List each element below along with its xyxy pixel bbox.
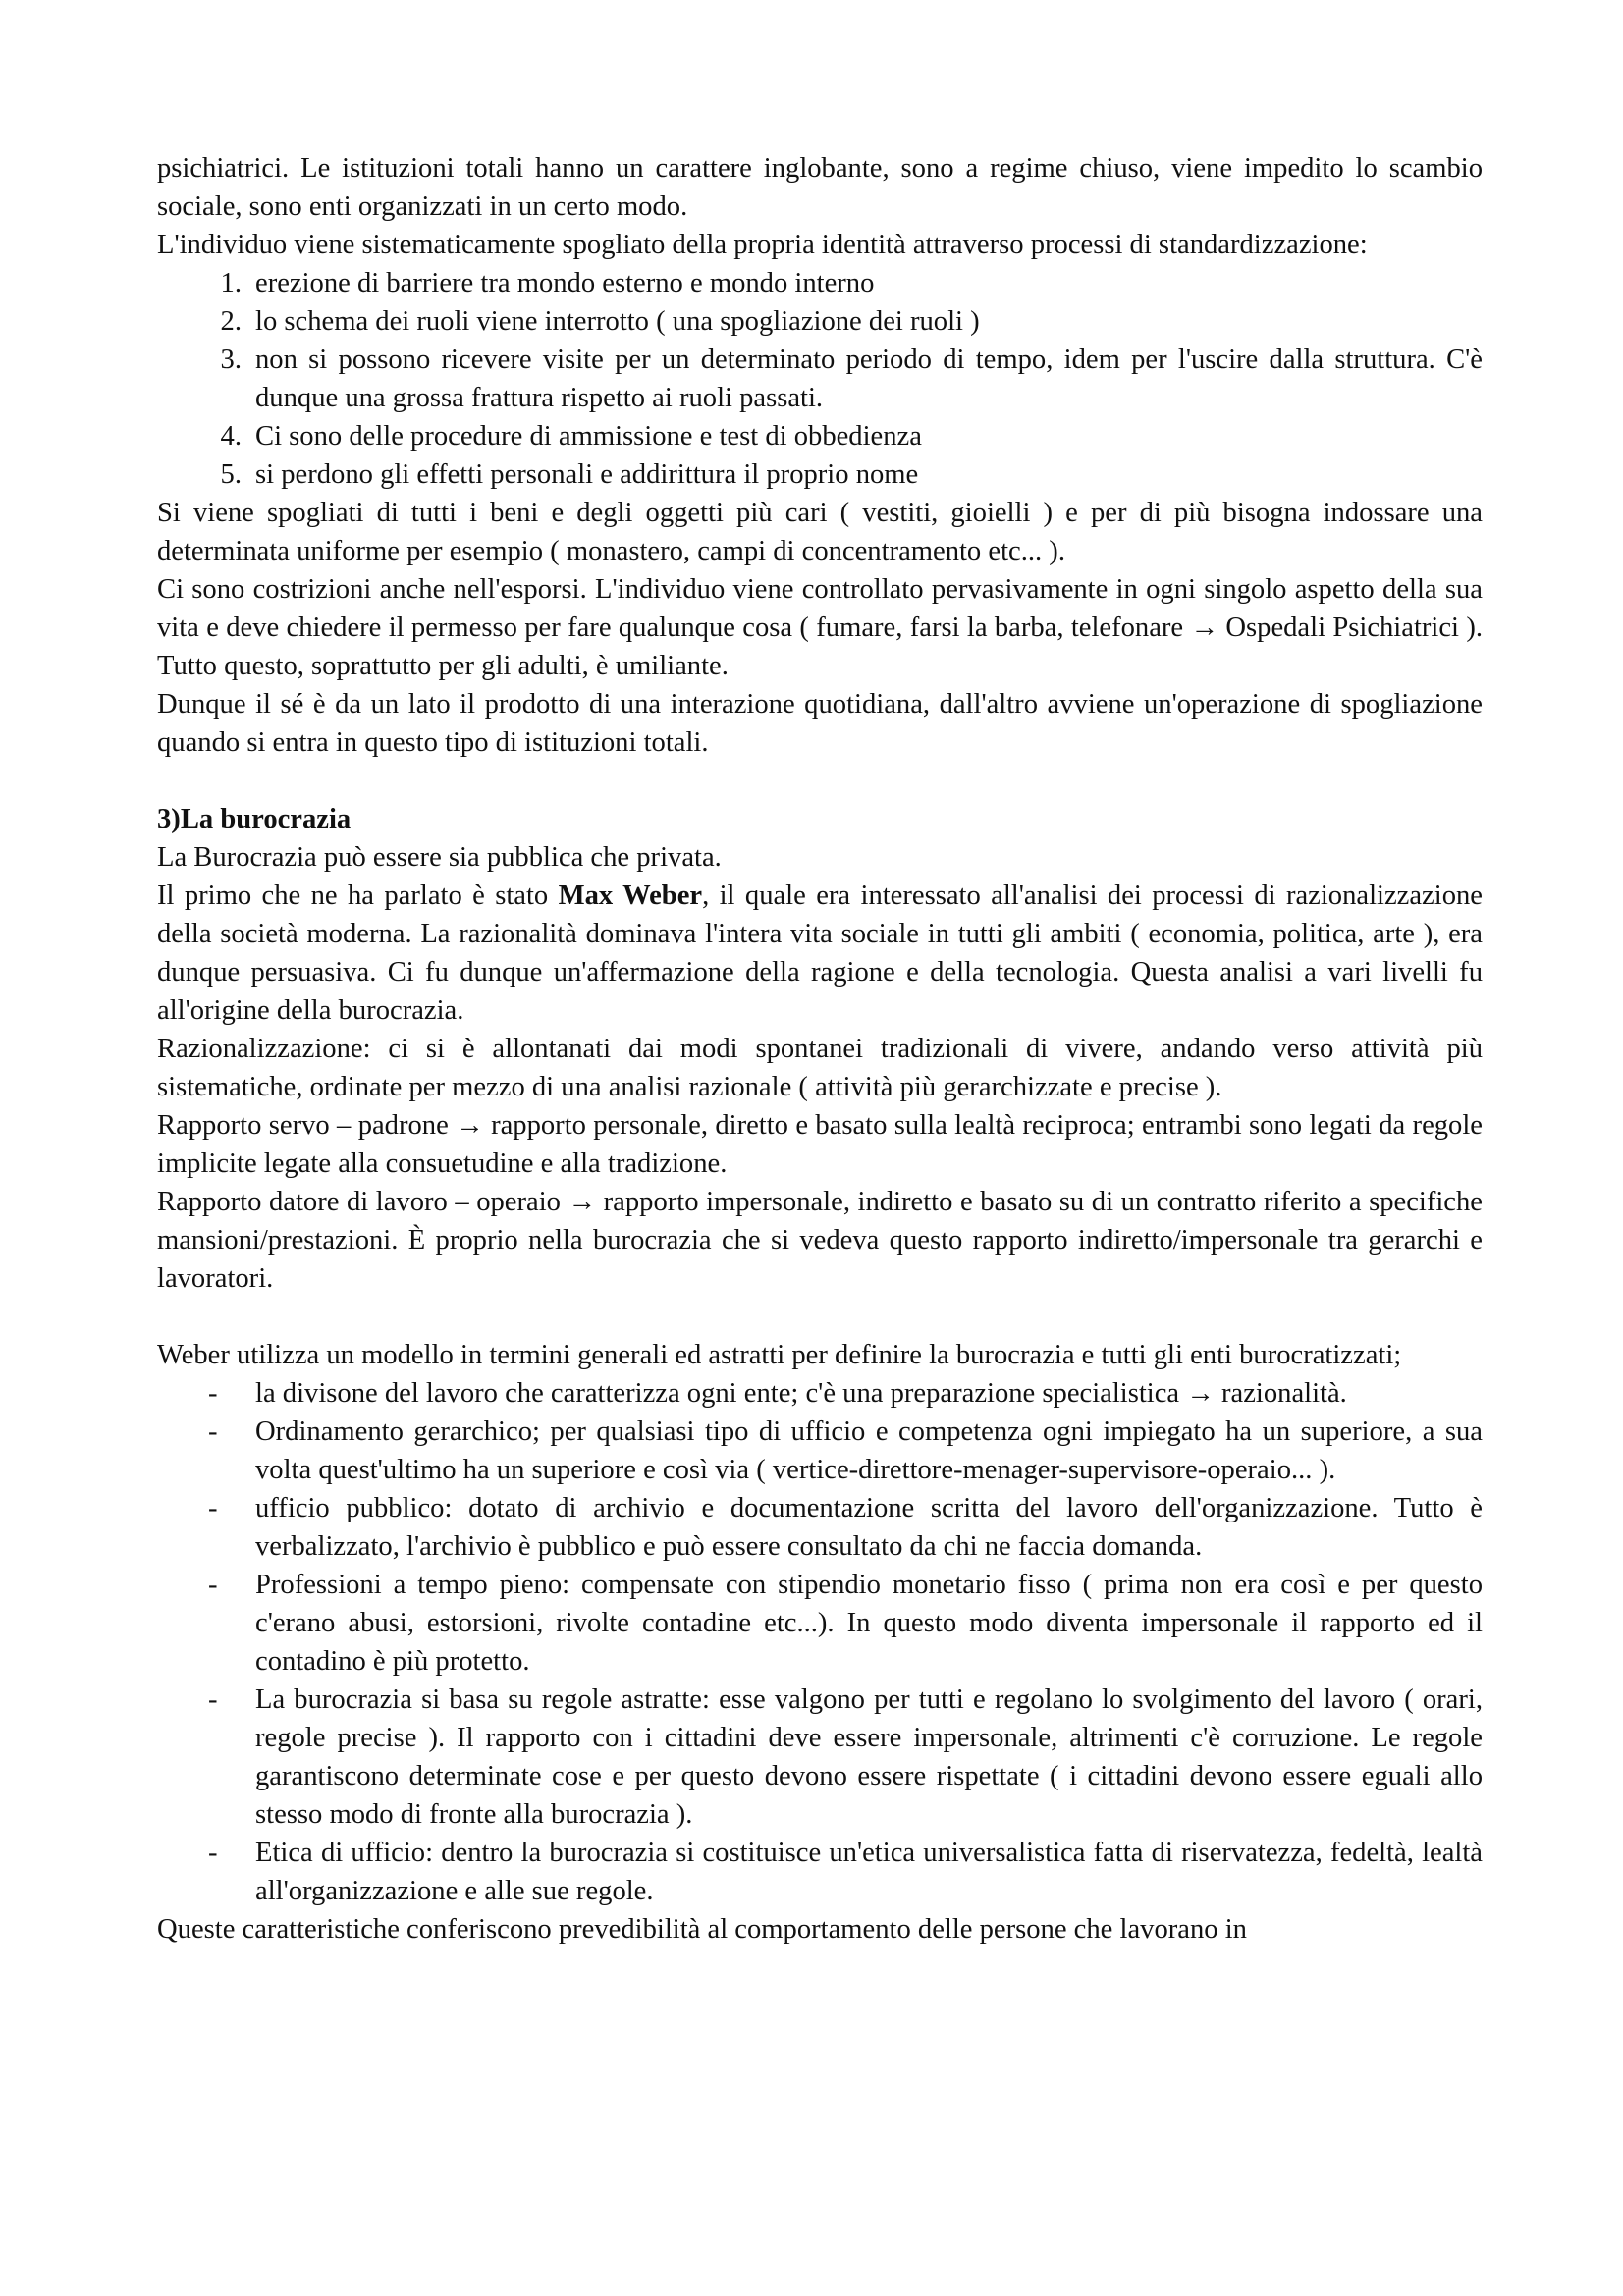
list-item-text: la divisone del lavoro che caratterizza ogni ente; c'è una preparazione specialistica → razionalità. xyxy=(255,1378,1347,1409)
list-item xyxy=(157,455,1483,494)
list-item xyxy=(157,1566,1483,1681)
list-item xyxy=(157,1834,1483,1910)
paragraph: Rapporto datore di lavoro – operaio → rapporto impersonale, indiretto e basato su di un contratto riferito a specifiche mansioni/prestazioni. È proprio nella burocrazia che si vedeva questo rapporto indiretto/impersonale tra gerarchi e lavoratori. xyxy=(157,1187,1483,1294)
paragraph: Weber utilizza un modello in termini generali ed astratti per definire la burocrazia e tutti gli enti burocratizzati; xyxy=(157,1340,1402,1370)
list-number: 1. xyxy=(220,268,242,298)
text-run: , il quale era interessato all'analisi dei processi di razionalizzazione della società moderna. La razionalità dominava l'intera vita sociale in tutti gli ambiti ( economia, politica, arte ), era dunque persuasiva. Ci fu dunque un'affermazione della ragione e della tecnologia. Questa analisi a vari livelli fu all'origine della burocrazia. xyxy=(157,881,1483,1026)
list-item xyxy=(157,1413,1483,1489)
list-item-text: erezione di barriere tra mondo esterno e mondo interno xyxy=(255,268,875,298)
list-item-text: Ci sono delle procedure di ammissione e test di obbedienza xyxy=(255,421,922,452)
paragraph: L'individuo viene sistematicamente spogliato della propria identità attraverso processi di standardizzazione: xyxy=(157,230,1368,260)
list-item-text: lo schema dei ruoli viene interrotto ( una spogliazione dei ruoli ) xyxy=(255,306,980,337)
list-dash: - xyxy=(208,1378,218,1409)
section-heading: 3)La burocrazia xyxy=(157,804,352,834)
list-item-text: Professioni a tempo pieno: compensate con stipendio monetario fisso ( prima non era così e per questo c'erano abusi, estorsioni, rivolte contadine etc...). In questo modo diventa impersonale il rapporto ed il contadino è più protetto. xyxy=(255,1570,1483,1677)
list-number: 3. xyxy=(220,345,242,375)
list-dash: - xyxy=(208,1684,218,1715)
paragraph: psichiatrici. Le istituzioni totali hanno un carattere inglobante, sono a regime chiuso, viene impedito lo scambio sociale, sono enti organizzati in un certo modo. xyxy=(157,153,1483,222)
blank-line xyxy=(157,762,1483,800)
list-number: 5. xyxy=(220,459,242,490)
list-number: 2. xyxy=(220,306,242,337)
paragraph: Razionalizzazione: ci si è allontanati dai modi spontanei tradizionali di vivere, andando verso attività più sistematiche, ordinate per mezzo di una analisi razionale ( attività più gerarchizzate e precise ). xyxy=(157,1034,1483,1102)
list-item xyxy=(157,1489,1483,1566)
list-item xyxy=(157,1374,1483,1413)
list-item-text: si perdono gli effetti personali e addirittura il proprio nome xyxy=(255,459,919,490)
paragraph: La Burocrazia può essere sia pubblica che privata. xyxy=(157,842,722,873)
list-item xyxy=(157,1681,1483,1834)
paragraph: Ci sono costrizioni anche nell'esporsi. L'individuo viene controllato pervasivamente in ogni singolo aspetto della sua vita e deve chiedere il permesso per fare qualunque cosa ( fumare, farsi la barba, telefonare → Ospedali Psichiatrici ). Tutto questo, soprattutto per gli adulti, è umiliante. xyxy=(157,574,1483,681)
document-body xyxy=(157,149,1483,1949)
weber-paragraph xyxy=(157,877,1483,1030)
list-dash: - xyxy=(208,1493,218,1523)
list-number: 4. xyxy=(220,421,242,452)
bold-name: Max Weber xyxy=(558,881,703,911)
dashed-list xyxy=(157,1374,1483,1910)
list-item-text: non si possono ricevere visite per un determinato periodo di tempo, idem per l'uscire dalla struttura. C'è dunque una grossa frattura rispetto ai ruoli passati. xyxy=(255,345,1483,413)
paragraph: Dunque il sé è da un lato il prodotto di una interazione quotidiana, dall'altro avviene un'operazione di spogliazione quando si entra in questo tipo di istituzioni totali. xyxy=(157,689,1483,758)
list-dash: - xyxy=(208,1838,218,1868)
text-run: Il primo che ne ha parlato è stato xyxy=(157,881,559,911)
list-item xyxy=(157,417,1483,455)
list-dash: - xyxy=(208,1416,218,1447)
paragraph: Queste caratteristiche conferiscono prevedibilità al comportamento delle persone che lavorano in xyxy=(157,1914,1247,1945)
list-item-text: Ordinamento gerarchico; per qualsiasi tipo di ufficio e competenza ogni impiegato ha un superiore, a sua volta quest'ultimo ha un superiore e così via ( vertice-direttore-menager-supervisore-operaio... ). xyxy=(255,1416,1483,1485)
blank-line xyxy=(157,1298,1483,1336)
list-item xyxy=(157,302,1483,341)
list-item xyxy=(157,341,1483,417)
list-dash: - xyxy=(208,1570,218,1600)
paragraph: Rapporto servo – padrone → rapporto personale, diretto e basato sulla lealtà reciproca; entrambi sono legati da regole implicite legate alla consuetudine e alla tradizione. xyxy=(157,1110,1483,1179)
list-item-text: La burocrazia si basa su regole astratte: esse valgono per tutti e regolano lo svolgimento del lavoro ( orari, regole precise ). Il rapporto con i cittadini deve essere impersonale, altrimenti c'è corruzione. Le regole garantiscono determinate cose e per questo devono essere rispettate ( i cittadini devono essere eguali allo stesso modo di fronte alla burocrazia ). xyxy=(255,1684,1483,1830)
list-item xyxy=(157,264,1483,302)
list-item-text: Etica di ufficio: dentro la burocrazia si costituisce un'etica universalistica fatta di riservatezza, fedeltà, lealtà all'organizzazione e alle sue regole. xyxy=(255,1838,1483,1906)
list-item-text: ufficio pubblico: dotato di archivio e documentazione scritta del lavoro dell'organizzazione. Tutto è verbalizzato, l'archivio è pubblico e può essere consultato da chi ne faccia domanda. xyxy=(255,1493,1483,1562)
paragraph: Si viene spogliati di tutti i beni e degli oggetti più cari ( vestiti, gioielli ) e per di più bisogna indossare una determinata uniforme per esempio ( monastero, campi di concentramento etc... ). xyxy=(157,498,1483,566)
numbered-list xyxy=(157,264,1483,494)
